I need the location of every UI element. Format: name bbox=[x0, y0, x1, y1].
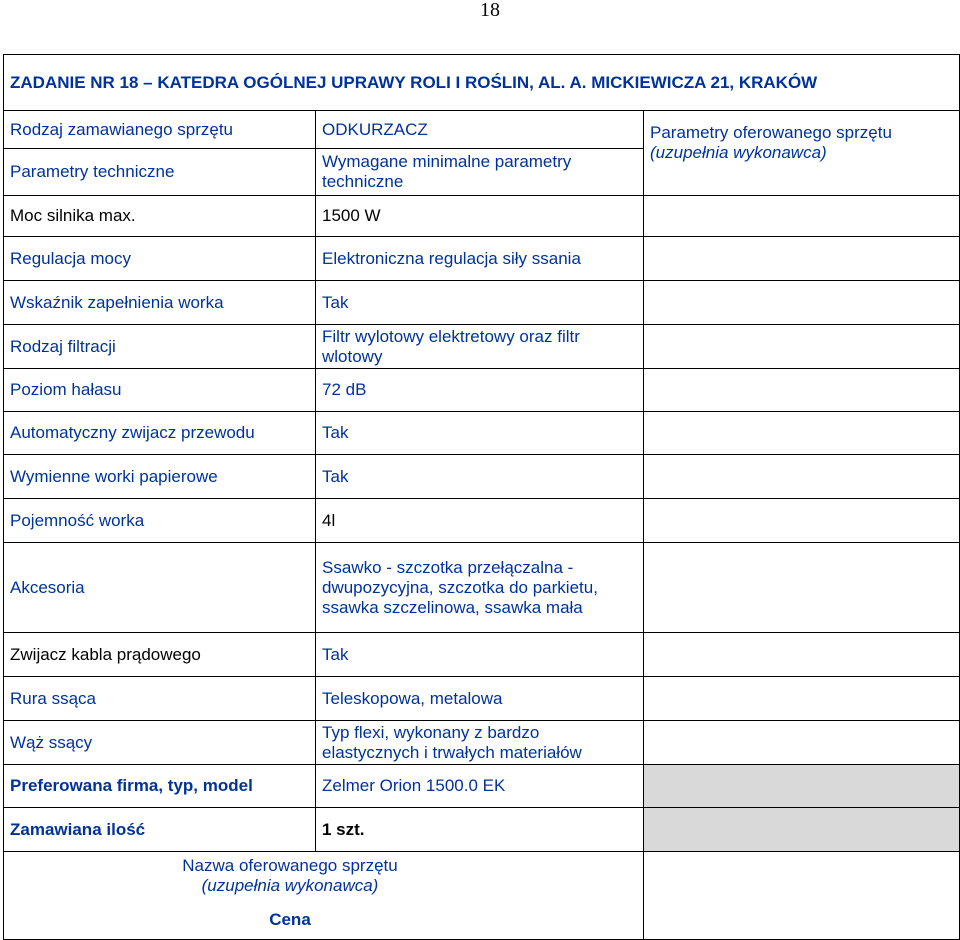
offered-value-cell[interactable] bbox=[644, 369, 960, 412]
offered-name-label: Nazwa oferowanego sprzętu bbox=[182, 856, 398, 875]
spec-name: Rodzaj filtracji bbox=[4, 325, 316, 369]
spec-value: Filtr wylotowy elektretowy oraz filtr wlotowy bbox=[316, 325, 644, 369]
spec-value: Typ flexi, wykonany z bardzo elastycznych i trwałych materiałów bbox=[316, 721, 644, 765]
spec-row bbox=[4, 721, 960, 765]
spec-value: Tak bbox=[316, 633, 644, 677]
offered-value-cell[interactable] bbox=[644, 325, 960, 369]
offered-value-cell[interactable] bbox=[644, 633, 960, 677]
specification-table bbox=[3, 54, 960, 940]
spec-value: Tak bbox=[316, 281, 644, 325]
spec-row bbox=[4, 196, 960, 237]
spec-value: Ssawko - szczotka przełączalna - dwupozycyjna, szczotka do parkietu, ssawka szczelinowa, ssawka mała bbox=[316, 543, 644, 633]
price-label: Cena bbox=[269, 910, 311, 929]
offered-value-cell[interactable] bbox=[644, 721, 960, 765]
offered-params-label: Parametry oferowanego sprzętu bbox=[650, 123, 892, 142]
spec-value: Teleskopowa, metalowa bbox=[316, 677, 644, 721]
spec-name: Wskaźnik zapełnienia worka bbox=[4, 281, 316, 325]
title-row bbox=[4, 55, 960, 111]
preferred-row bbox=[4, 765, 960, 808]
offered-value-cell[interactable] bbox=[644, 412, 960, 455]
equipment-type-value: ODKURZACZ bbox=[316, 111, 644, 149]
offered-value-cell[interactable] bbox=[644, 543, 960, 633]
spec-name: Moc silnika max. bbox=[4, 196, 316, 237]
preferred-value: Zelmer Orion 1500.0 EK bbox=[316, 765, 644, 808]
spec-value: Tak bbox=[316, 412, 644, 455]
quantity-label: Zamawiana ilość bbox=[4, 808, 316, 852]
spec-value: 4l bbox=[316, 499, 644, 543]
params-label: Parametry techniczne bbox=[4, 149, 316, 196]
offered-value-cell[interactable] bbox=[644, 196, 960, 237]
preferred-label: Preferowana firma, typ, model bbox=[4, 765, 316, 808]
task-title: ZADANIE NR 18 – KATEDRA OGÓLNEJ UPRAWY ROLI I ROŚLIN, AL. A. MICKIEWICZA 21, KRAKÓW bbox=[4, 55, 960, 111]
equipment-type-label: Rodzaj zamawianego sprzętu bbox=[4, 111, 316, 149]
spec-name: Zwijacz kabla prądowego bbox=[4, 633, 316, 677]
spec-row bbox=[4, 237, 960, 281]
equipment-type-row bbox=[4, 111, 960, 149]
required-params-label: Wymagane minimalne parametry techniczne bbox=[316, 149, 644, 196]
spec-value: 1500 W bbox=[316, 196, 644, 237]
footer-labels bbox=[4, 852, 644, 940]
offered-name-block bbox=[10, 856, 570, 896]
shaded-cell bbox=[644, 765, 960, 808]
offered-name-note: (uzupełnia wykonawca) bbox=[201, 876, 379, 895]
spec-row bbox=[4, 369, 960, 412]
spec-row bbox=[4, 325, 960, 369]
spec-row bbox=[4, 677, 960, 721]
spec-name: Wymienne worki papierowe bbox=[4, 455, 316, 499]
shaded-cell bbox=[644, 808, 960, 852]
offered-value-cell[interactable] bbox=[644, 455, 960, 499]
spec-name: Rura ssąca bbox=[4, 677, 316, 721]
spec-row bbox=[4, 455, 960, 499]
spec-name: Poziom hałasu bbox=[4, 369, 316, 412]
spec-row bbox=[4, 281, 960, 325]
offered-name-price-cell[interactable] bbox=[644, 852, 960, 940]
spec-value: 72 dB bbox=[316, 369, 644, 412]
spec-value: Tak bbox=[316, 455, 644, 499]
quantity-row bbox=[4, 808, 960, 852]
spec-row bbox=[4, 412, 960, 455]
footer-row bbox=[4, 852, 960, 940]
spec-row bbox=[4, 633, 960, 677]
page-number: 18 bbox=[480, 0, 500, 21]
spec-name: Akcesoria bbox=[4, 543, 316, 633]
quantity-value: 1 szt. bbox=[316, 808, 644, 852]
offered-params-header bbox=[644, 111, 960, 196]
spec-row bbox=[4, 499, 960, 543]
spec-name: Wąż ssący bbox=[4, 721, 316, 765]
offered-value-cell[interactable] bbox=[644, 281, 960, 325]
offered-value-cell[interactable] bbox=[644, 499, 960, 543]
spec-name: Automatyczny zwijacz przewodu bbox=[4, 412, 316, 455]
offered-value-cell[interactable] bbox=[644, 237, 960, 281]
spec-name: Pojemność worka bbox=[4, 499, 316, 543]
offered-value-cell[interactable] bbox=[644, 677, 960, 721]
spec-value: Elektroniczna regulacja siły ssania bbox=[316, 237, 644, 281]
offered-params-note: (uzupełnia wykonawca) bbox=[650, 143, 827, 162]
spec-name: Regulacja mocy bbox=[4, 237, 316, 281]
spec-row bbox=[4, 543, 960, 633]
